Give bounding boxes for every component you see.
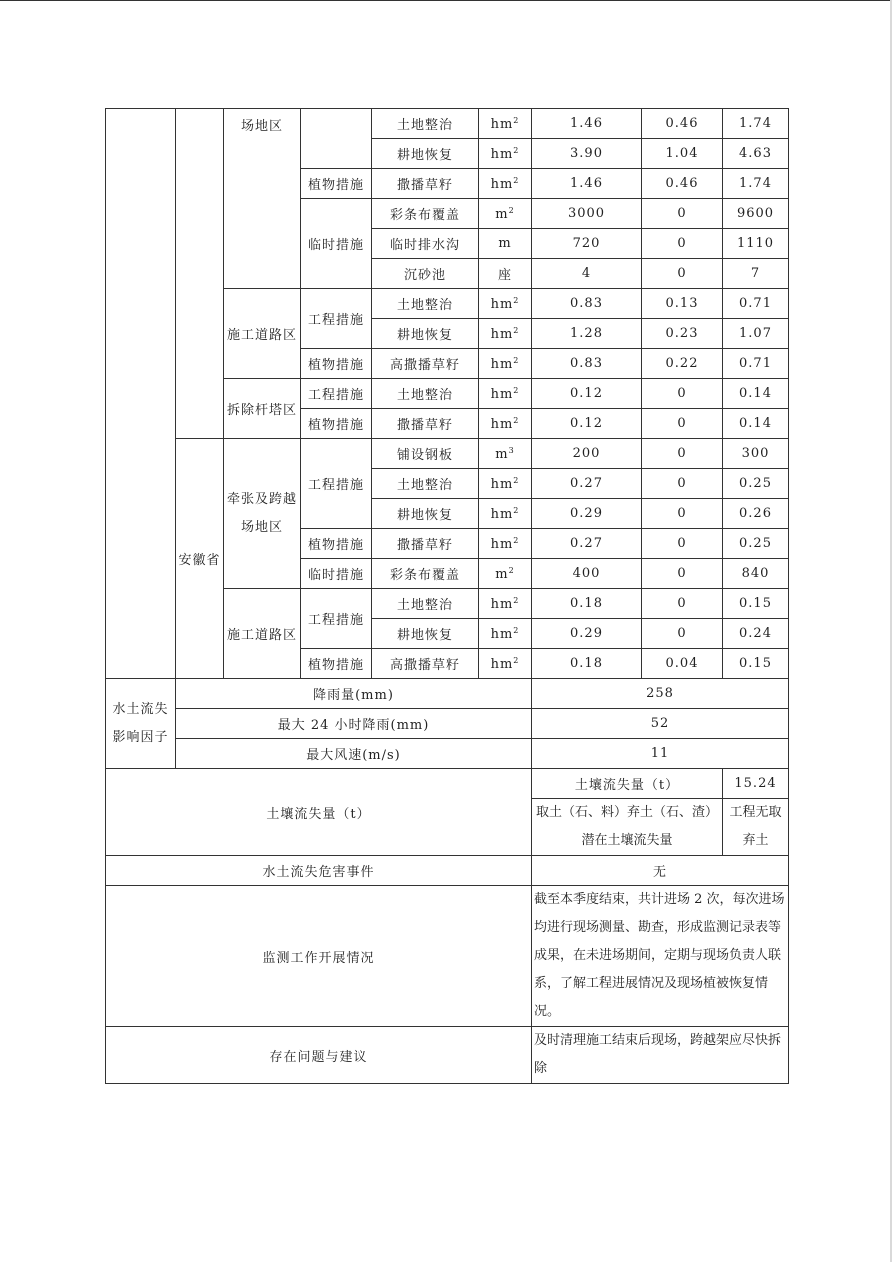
value-cell: 0.46: [642, 109, 723, 139]
value-cell: 1.46: [532, 109, 642, 139]
area-cell: 牵张及跨越场地区: [224, 439, 301, 589]
issues-value: 及时清理施工结束后现场，跨越架应尽快拆除: [532, 1027, 789, 1084]
potential-loss-value: 工程无取弃土: [723, 799, 789, 856]
value-cell: 0: [642, 229, 723, 259]
issues-row: [106, 1027, 789, 1084]
monitoring-table: [105, 108, 789, 1084]
hazard-row: [106, 856, 789, 886]
item-cell: 耕地恢复: [372, 499, 479, 529]
value-cell: 0: [642, 379, 723, 409]
value-cell: 200: [532, 439, 642, 469]
province-cell: 安徽省: [176, 439, 224, 679]
value-cell: 1.07: [723, 319, 789, 349]
item-cell: 高撒播草籽: [372, 649, 479, 679]
factor-value: 52: [532, 709, 789, 739]
unit-cell: $hm^2$: [479, 619, 532, 649]
value-cell: 0.25: [723, 469, 789, 499]
value-cell: 0: [642, 499, 723, 529]
value-cell: 0.12: [532, 409, 642, 439]
factor-row: [106, 709, 789, 739]
unit-cell: $hm^2$: [479, 499, 532, 529]
measure-cell: 植物措施: [301, 169, 372, 199]
value-cell: 0.83: [532, 289, 642, 319]
value-cell: 0.27: [532, 469, 642, 499]
value-cell: 1110: [723, 229, 789, 259]
item-cell: 高撒播草籽: [372, 349, 479, 379]
value-cell: 0.12: [532, 379, 642, 409]
value-cell: 0: [642, 439, 723, 469]
potential-loss-label: 取土（石、料）弃土（石、渣）潜在土壤流失量: [532, 799, 723, 856]
value-cell: 0: [642, 589, 723, 619]
unit-cell: $hm^2$: [479, 349, 532, 379]
unit-cell: $hm^2$: [479, 529, 532, 559]
soil-loss-sub-label: 土壤流失量（t）: [532, 769, 723, 799]
value-cell: 0.29: [532, 619, 642, 649]
value-cell: 0.46: [642, 169, 723, 199]
value-cell: 0: [642, 559, 723, 589]
value-cell: 1.46: [532, 169, 642, 199]
value-cell: 0: [642, 199, 723, 229]
value-cell: 9600: [723, 199, 789, 229]
value-cell: 0.29: [532, 499, 642, 529]
value-cell: 0: [642, 259, 723, 289]
province-cell-blank: [176, 109, 224, 439]
value-cell: 0.24: [723, 619, 789, 649]
unit-cell: $hm^2$: [479, 319, 532, 349]
soil-loss-row: [106, 769, 789, 799]
item-cell: 土地整治: [372, 589, 479, 619]
value-cell: 0: [642, 469, 723, 499]
item-cell: 沉砂池: [372, 259, 479, 289]
value-cell: 0.26: [723, 499, 789, 529]
factor-name: 最大 24 小时降雨(mm): [176, 709, 532, 739]
hazard-label: 水土流失危害事件: [106, 856, 532, 886]
measure-cell: 植物措施: [301, 349, 372, 379]
area-cell: 施工道路区: [224, 589, 301, 679]
value-cell: 0: [642, 529, 723, 559]
value-cell: 1.04: [642, 139, 723, 169]
value-cell: 1.74: [723, 109, 789, 139]
factor-name: 降雨量(mm): [176, 679, 532, 709]
value-cell: 0: [642, 619, 723, 649]
item-cell: 铺设钢板: [372, 439, 479, 469]
value-cell: 4: [532, 259, 642, 289]
measure-cell: 工程措施: [301, 289, 372, 349]
area-cell: 拆除杆塔区: [224, 379, 301, 439]
value-cell: 3.90: [532, 139, 642, 169]
area-cell: 场地区: [224, 109, 301, 289]
unit-cell: 座: [479, 259, 532, 289]
item-cell: 撒播草籽: [372, 169, 479, 199]
value-cell: 0.25: [723, 529, 789, 559]
unit-cell: $m^3$: [479, 439, 532, 469]
value-cell: 300: [723, 439, 789, 469]
unit-cell: $hm^2$: [479, 589, 532, 619]
item-cell: 耕地恢复: [372, 319, 479, 349]
value-cell: 0.14: [723, 379, 789, 409]
value-cell: 0.18: [532, 589, 642, 619]
unit-cell: $hm^2$: [479, 169, 532, 199]
measure-cell: 工程措施: [301, 379, 372, 409]
value-cell: 0.27: [532, 529, 642, 559]
value-cell: 0.13: [642, 289, 723, 319]
item-cell: 彩条布覆盖: [372, 559, 479, 589]
factors-label: 水土流失影响因子: [106, 679, 176, 769]
value-cell: 0.83: [532, 349, 642, 379]
value-cell: 840: [723, 559, 789, 589]
value-cell: 0.15: [723, 649, 789, 679]
value-cell: 7: [723, 259, 789, 289]
issues-label: 存在问题与建议: [106, 1027, 532, 1084]
value-cell: 0.18: [532, 649, 642, 679]
value-cell: 720: [532, 229, 642, 259]
value-cell: 0.04: [642, 649, 723, 679]
value-cell: 0.14: [723, 409, 789, 439]
value-cell: 0.15: [723, 589, 789, 619]
factor-name: 最大风速(m/s): [176, 739, 532, 769]
item-cell: 土地整治: [372, 469, 479, 499]
factor-value: 258: [532, 679, 789, 709]
item-cell: 土地整治: [372, 109, 479, 139]
factor-row: [106, 739, 789, 769]
soil-loss-sub-value: 15.24: [723, 769, 789, 799]
value-cell: 0.22: [642, 349, 723, 379]
unit-cell: m: [479, 229, 532, 259]
table-row: [106, 109, 789, 139]
value-cell: 0: [642, 409, 723, 439]
soil-loss-label: 土壤流失量（t）: [106, 769, 532, 856]
value-cell: 0.71: [723, 289, 789, 319]
unit-cell: $hm^2$: [479, 109, 532, 139]
value-cell: 1.28: [532, 319, 642, 349]
item-cell: 土地整治: [372, 379, 479, 409]
item-cell: 临时排水沟: [372, 229, 479, 259]
unit-cell: $hm^2$: [479, 139, 532, 169]
item-cell: 撒播草籽: [372, 529, 479, 559]
value-cell: 400: [532, 559, 642, 589]
measure-cell: 临时措施: [301, 199, 372, 289]
hazard-value: 无: [532, 856, 789, 886]
value-cell: 1.74: [723, 169, 789, 199]
unit-cell: $hm^2$: [479, 469, 532, 499]
measure-cell: 临时措施: [301, 559, 372, 589]
category-cell-blank: [106, 109, 176, 679]
measure-cell: 工程措施: [301, 439, 372, 529]
value-cell: 0.23: [642, 319, 723, 349]
page-top-border: [0, 0, 892, 1]
item-cell: 耕地恢复: [372, 139, 479, 169]
area-cell: 施工道路区: [224, 289, 301, 379]
unit-cell: $hm^2$: [479, 409, 532, 439]
measure-cell: [301, 109, 372, 169]
monitoring-label: 监测工作开展情况: [106, 886, 532, 1027]
measure-cell: 植物措施: [301, 529, 372, 559]
unit-cell: $hm^2$: [479, 379, 532, 409]
factor-row: [106, 679, 789, 709]
monitoring-value: 截至本季度结束，共计进场 2 次，每次进场均进行现场测量、勘查，形成监测记录表等成果，在未进场期间，定期与现场负责人联系，了解工程进展情况及现场植被恢复情况。: [532, 886, 789, 1027]
factor-value: 11: [532, 739, 789, 769]
unit-cell: $hm^2$: [479, 289, 532, 319]
unit-cell: $hm^2$: [479, 649, 532, 679]
unit-cell: $m^2$: [479, 559, 532, 589]
item-cell: 土地整治: [372, 289, 479, 319]
table-row: [106, 439, 789, 469]
item-cell: 撒播草籽: [372, 409, 479, 439]
measure-cell: 植物措施: [301, 409, 372, 439]
value-cell: 3000: [532, 199, 642, 229]
measure-cell: 植物措施: [301, 649, 372, 679]
measure-cell: 工程措施: [301, 589, 372, 649]
value-cell: 0.71: [723, 349, 789, 379]
item-cell: 耕地恢复: [372, 619, 479, 649]
unit-cell: $m^2$: [479, 199, 532, 229]
value-cell: 4.63: [723, 139, 789, 169]
monitoring-row: [106, 886, 789, 1027]
item-cell: 彩条布覆盖: [372, 199, 479, 229]
